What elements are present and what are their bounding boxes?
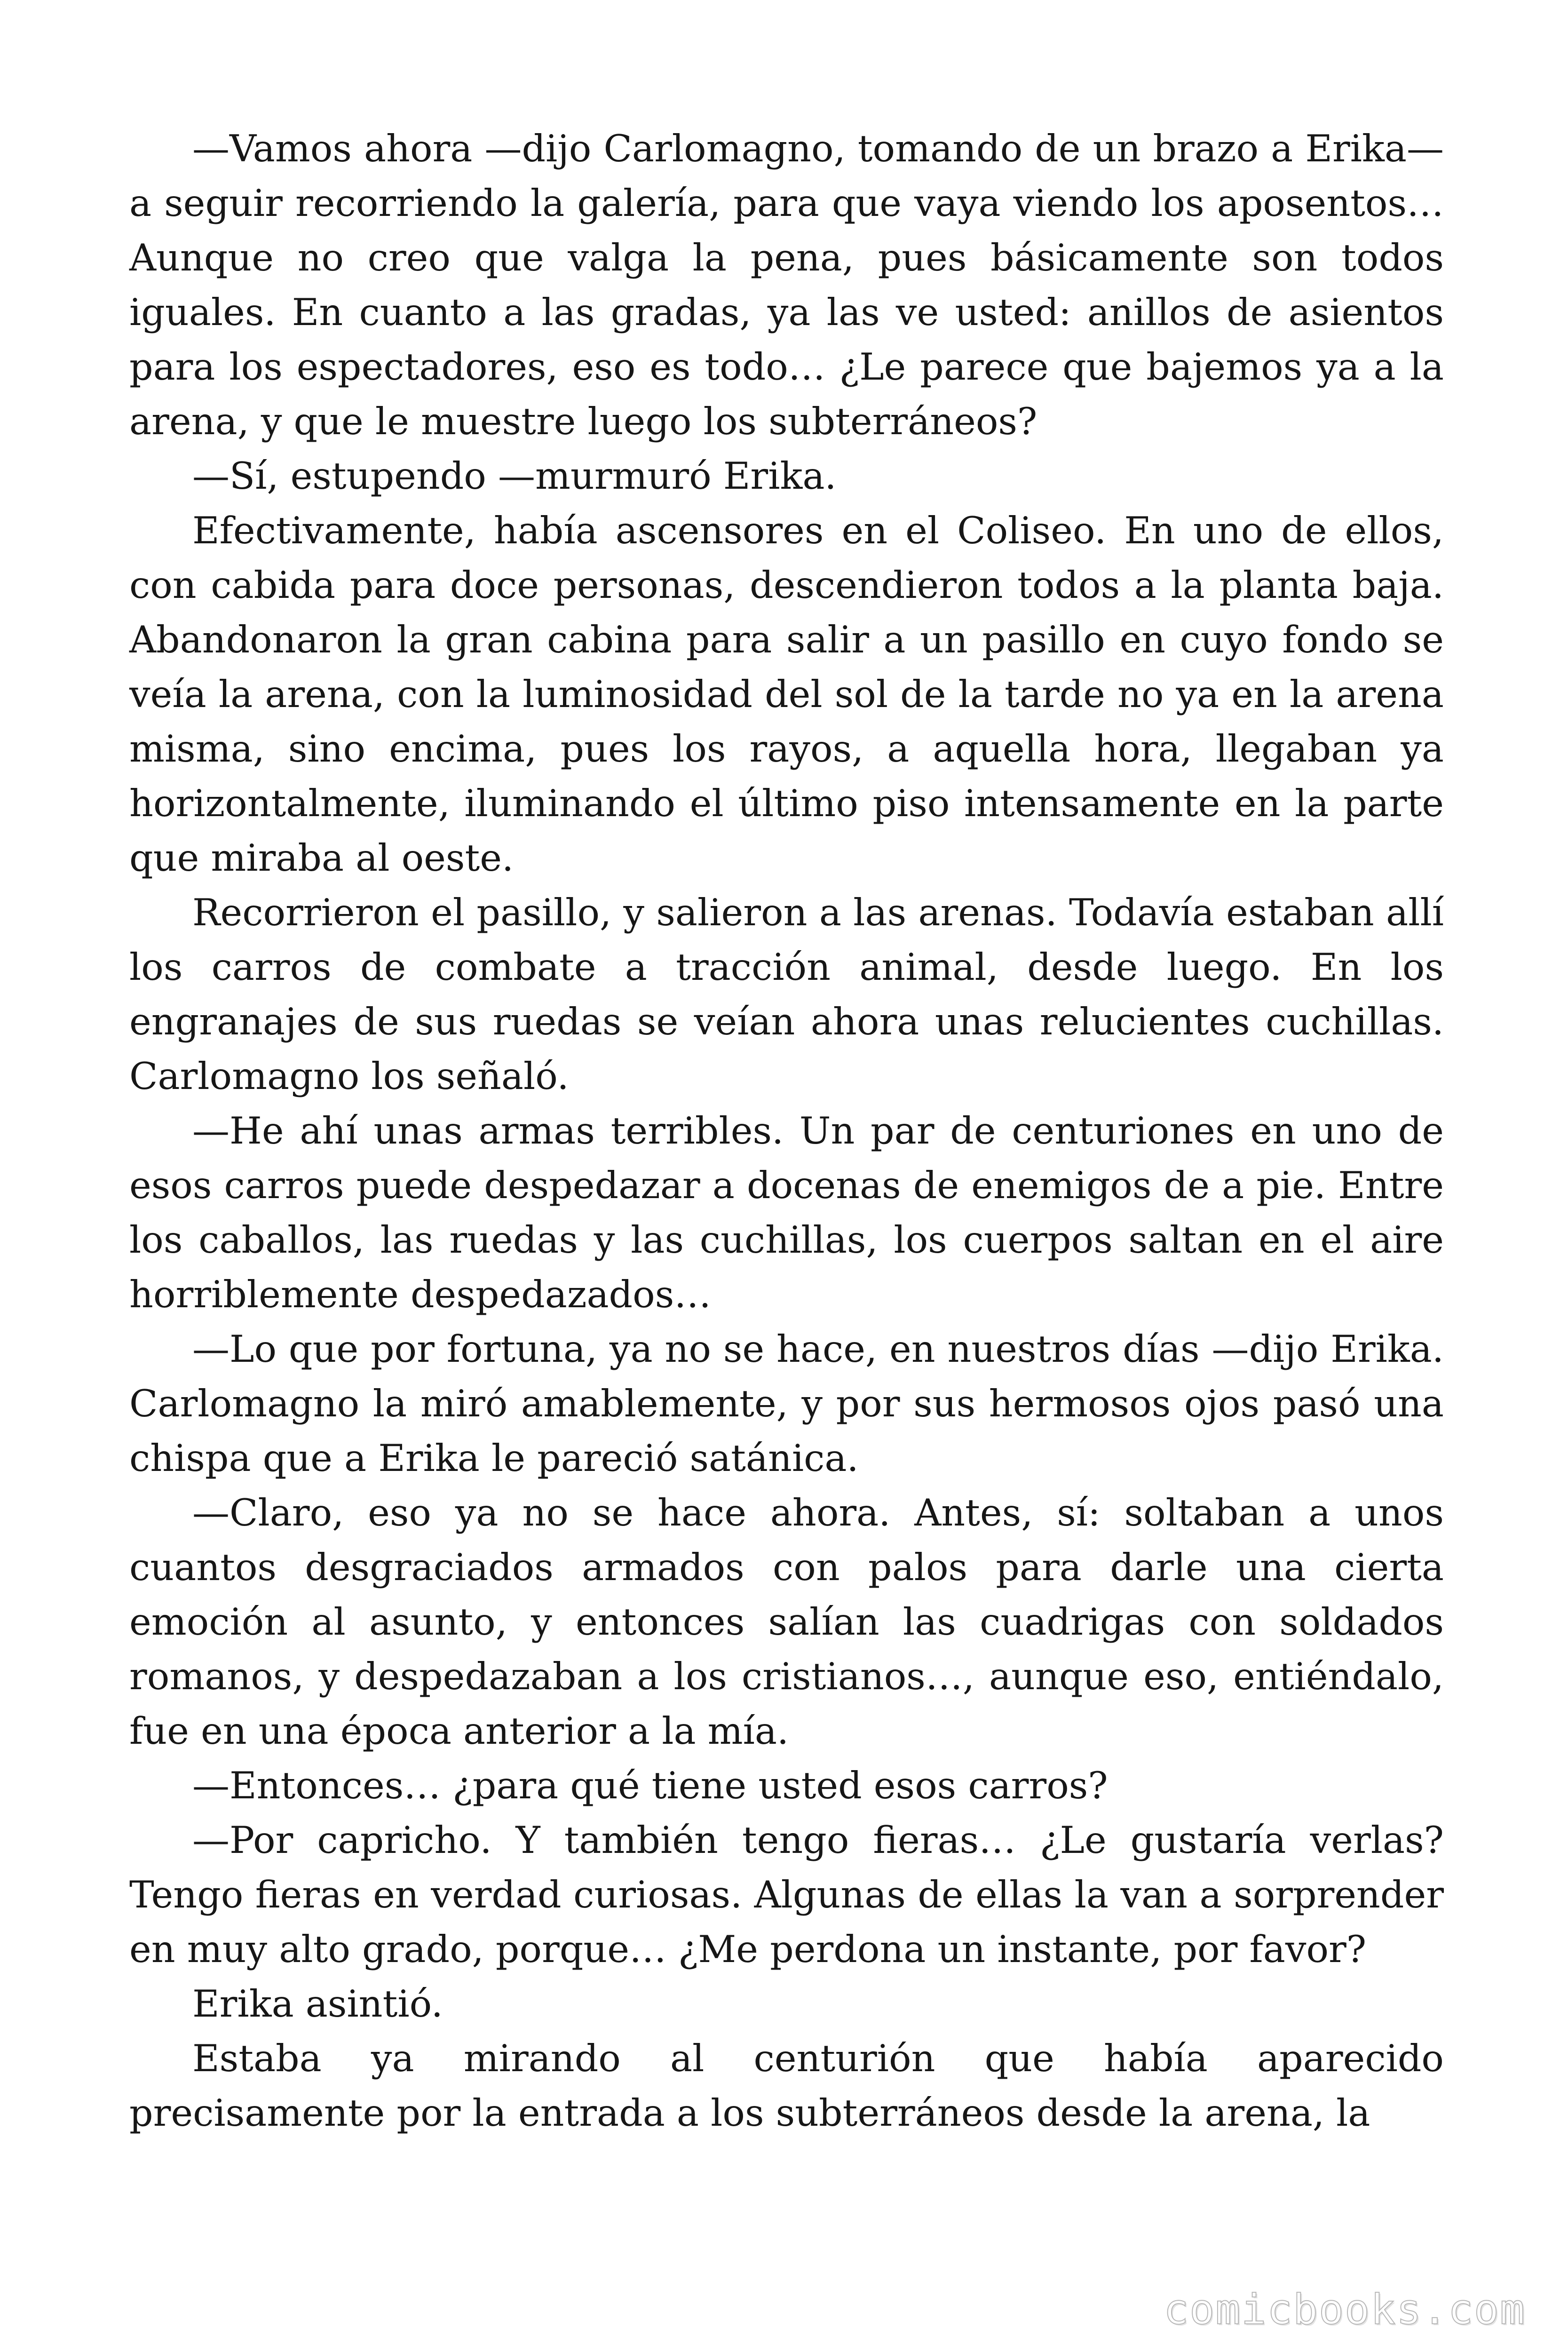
paragraph-10: Erika asintió. bbox=[192, 1982, 443, 2026]
paragraph-3: Efectivamente, había ascensores en el Coliseo. En uno de ellos, con cabida para doce personas, descendieron todos a la planta baja. Abandonaron la gran cabina para salir a un pasillo en cuyo fondo se veía la arena, con la luminosidad del sol de la tarde no ya en la arena misma, sino encima, pues los rayos, a aquella hora, llegaban ya horizontalmente, iluminando el último piso intensamente en la parte que miraba al oeste. bbox=[129, 509, 1444, 880]
paragraph-1: —Vamos ahora —dijo Carlomagno, tomando de un brazo a Erika— a seguir recorriendo la galería, para que vaya viendo los aposentos… Aunque no creo que valga la pena, pues básicamente son todos iguales. En cuanto a las gradas, ya las ve usted: anillos de asientos para los espectadores, eso es todo… ¿Le parece que bajemos ya a la arena, y que le muestre luego los subterráneos? bbox=[129, 127, 1444, 443]
site-watermark: comicbooks.com bbox=[1164, 2285, 1526, 2334]
paragraph-5: —He ahí unas armas terribles. Un par de centuriones en uno de esos carros puede despedazar a docenas de enemigos de a pie. Entre los caballos, las ruedas y las cuchillas, los cuerpos saltan en el aire horriblemente despedazados… bbox=[129, 1109, 1444, 1316]
paragraph-8: —Entonces… ¿para qué tiene usted esos carros? bbox=[192, 1764, 1108, 1807]
paragraph-9: —Por capricho. Y también tengo fieras… ¿Le gustaría verlas? Tengo fieras en verdad curiosas. Algunas de ellas la van a sorprender en muy alto grado, porque… ¿Me perdona un instante, por favor? bbox=[129, 1819, 1444, 1971]
page-body-text bbox=[129, 121, 1444, 2140]
paragraph-4: Recorrieron el pasillo, y salieron a las arenas. Todavía estaban allí los carros de combate a tracción animal, desde luego. En los engranajes de sus ruedas se veían ahora unas relucientes cuchillas. Carlomagno los señaló. bbox=[129, 891, 1444, 1098]
paragraph-6: —Lo que por fortuna, ya no se hace, en nuestros días —dijo Erika. Carlomagno la miró amablemente, y por sus hermosos ojos pasó una chispa que a Erika le pareció satánica. bbox=[129, 1327, 1444, 1480]
paragraph-7: —Claro, eso ya no se hace ahora. Antes, sí: soltaban a unos cuantos desgraciados armados con palos para darle una cierta emoción al asunto, y entonces salían las cuadrigas con soldados romanos, y despedazaban a los cristianos…, aunque eso, entiéndalo, fue en una época anterior a la mía. bbox=[129, 1491, 1444, 1753]
paragraph-11: Estaba ya mirando al centurión que había aparecido precisamente por la entrada a los subterráneos desde la arena, la bbox=[129, 2037, 1444, 2135]
paragraph-2: —Sí, estupendo —murmuró Erika. bbox=[192, 454, 837, 498]
